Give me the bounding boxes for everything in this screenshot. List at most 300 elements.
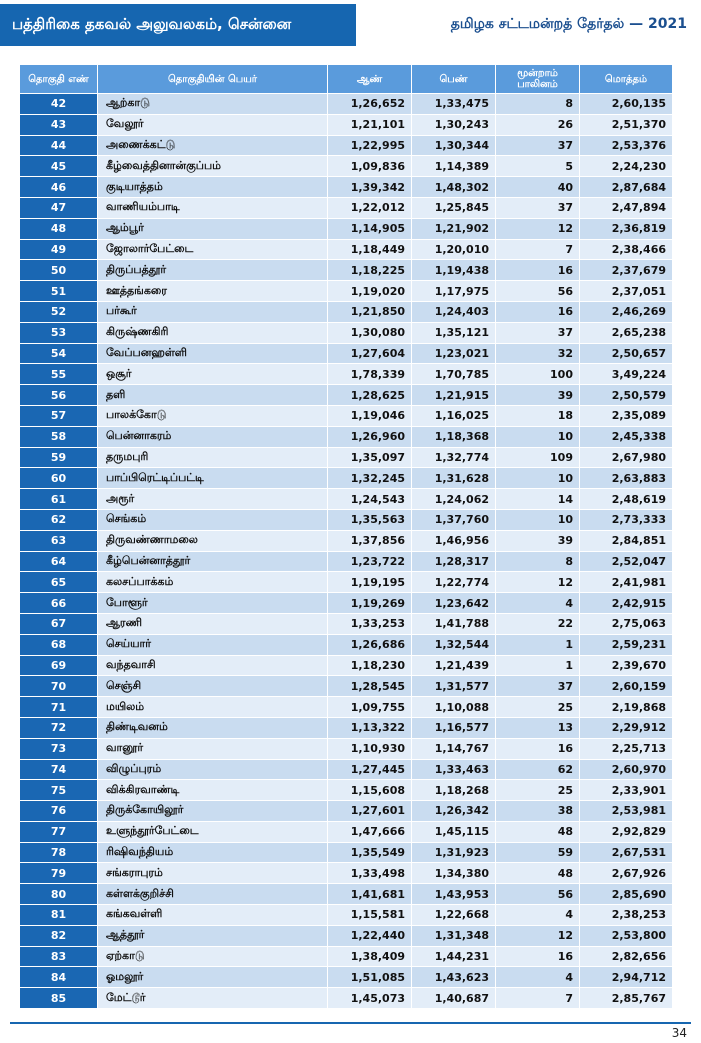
col-header-constituency-no: தொகுதி எண் xyxy=(20,65,98,94)
cell-total: 2,60,159 xyxy=(580,676,673,697)
col-header-total: மொத்தம் xyxy=(580,65,673,94)
table-row xyxy=(20,801,673,822)
cell-constituency-no: 71 xyxy=(20,697,98,718)
cell-constituency-no: 77 xyxy=(20,821,98,842)
cell-constituency-no: 83 xyxy=(20,946,98,967)
cell-total: 2,59,231 xyxy=(580,634,673,655)
cell-third-gender: 56 xyxy=(496,281,580,302)
cell-third-gender: 10 xyxy=(496,426,580,447)
cell-constituency-name: திருப்பத்தூர் xyxy=(98,260,328,281)
cell-female: 1,24,062 xyxy=(412,489,496,510)
table-row xyxy=(20,468,673,489)
cell-total: 2,85,690 xyxy=(580,884,673,905)
cell-constituency-name: தளி xyxy=(98,385,328,406)
cell-constituency-name: அரூர் xyxy=(98,489,328,510)
cell-female: 1,16,025 xyxy=(412,405,496,426)
cell-male: 1,15,608 xyxy=(328,780,412,801)
col-header-female: பெண் xyxy=(412,65,496,94)
cell-constituency-name: ஜோலார்பேட்டை xyxy=(98,239,328,260)
cell-third-gender: 12 xyxy=(496,218,580,239)
cell-female: 1,41,788 xyxy=(412,613,496,634)
cell-female: 1,18,368 xyxy=(412,426,496,447)
table-row xyxy=(20,593,673,614)
cell-constituency-name: பென்னாகரம் xyxy=(98,426,328,447)
cell-total: 2,38,466 xyxy=(580,239,673,260)
table-row xyxy=(20,738,673,759)
cell-constituency-no: 75 xyxy=(20,780,98,801)
cell-female: 1,10,088 xyxy=(412,697,496,718)
cell-female: 1,35,121 xyxy=(412,322,496,343)
cell-female: 1,21,902 xyxy=(412,218,496,239)
cell-female: 1,32,774 xyxy=(412,447,496,468)
cell-third-gender: 8 xyxy=(496,551,580,572)
cell-male: 1,45,073 xyxy=(328,988,412,1009)
cell-constituency-no: 51 xyxy=(20,281,98,302)
cell-female: 1,22,774 xyxy=(412,572,496,593)
cell-constituency-name: கீழ்வைத்தினான்குப்பம் xyxy=(98,156,328,177)
table-row xyxy=(20,509,673,530)
cell-third-gender: 39 xyxy=(496,385,580,406)
cell-male: 1,35,097 xyxy=(328,447,412,468)
cell-total: 2,82,656 xyxy=(580,946,673,967)
cell-total: 2,38,253 xyxy=(580,905,673,926)
cell-female: 1,40,687 xyxy=(412,988,496,1009)
election-title: தமிழக சட்டமன்றத் தேர்தல் — 2021 xyxy=(450,16,687,32)
table-row xyxy=(20,281,673,302)
cell-female: 1,37,760 xyxy=(412,509,496,530)
cell-third-gender: 5 xyxy=(496,156,580,177)
cell-constituency-name: செங்கம் xyxy=(98,509,328,530)
cell-third-gender: 25 xyxy=(496,780,580,801)
cell-third-gender: 37 xyxy=(496,322,580,343)
cell-female: 1,17,975 xyxy=(412,281,496,302)
cell-third-gender: 37 xyxy=(496,197,580,218)
table-row xyxy=(20,239,673,260)
cell-constituency-name: ஒசூர் xyxy=(98,364,328,385)
cell-total: 2,67,980 xyxy=(580,447,673,468)
cell-total: 2,85,767 xyxy=(580,988,673,1009)
table-row xyxy=(20,218,673,239)
table-row xyxy=(20,780,673,801)
table-row xyxy=(20,697,673,718)
cell-total: 2,67,531 xyxy=(580,842,673,863)
cell-constituency-no: 53 xyxy=(20,322,98,343)
cell-female: 1,23,642 xyxy=(412,593,496,614)
cell-constituency-no: 43 xyxy=(20,114,98,135)
table-row xyxy=(20,967,673,988)
cell-female: 1,33,475 xyxy=(412,94,496,115)
cell-constituency-name: வந்தவாசி xyxy=(98,655,328,676)
cell-total: 2,51,370 xyxy=(580,114,673,135)
table-row xyxy=(20,94,673,115)
cell-third-gender: 1 xyxy=(496,655,580,676)
cell-male: 1,18,225 xyxy=(328,260,412,281)
cell-constituency-name: ஆத்தூர் xyxy=(98,925,328,946)
cell-constituency-no: 78 xyxy=(20,842,98,863)
cell-constituency-no: 48 xyxy=(20,218,98,239)
table-row xyxy=(20,197,673,218)
cell-third-gender: 4 xyxy=(496,905,580,926)
header-office-title xyxy=(0,4,356,46)
cell-constituency-no: 76 xyxy=(20,801,98,822)
cell-male: 1,22,995 xyxy=(328,135,412,156)
cell-constituency-name: திருக்கோயிலூர் xyxy=(98,801,328,822)
cell-male: 1,27,604 xyxy=(328,343,412,364)
cell-female: 1,19,438 xyxy=(412,260,496,281)
cell-total: 2,60,135 xyxy=(580,94,673,115)
table-row xyxy=(20,613,673,634)
col-header-third-gender: மூன்றாம் பாலினம் xyxy=(496,65,580,94)
table-row xyxy=(20,135,673,156)
cell-constituency-name: ஓமலூர் xyxy=(98,967,328,988)
cell-third-gender: 16 xyxy=(496,946,580,967)
cell-constituency-name: குடியாத்தம் xyxy=(98,177,328,198)
cell-total: 2,29,912 xyxy=(580,717,673,738)
table-row xyxy=(20,322,673,343)
table-row xyxy=(20,489,673,510)
cell-constituency-no: 55 xyxy=(20,364,98,385)
cell-male: 1,19,020 xyxy=(328,281,412,302)
cell-third-gender: 37 xyxy=(496,676,580,697)
cell-third-gender: 10 xyxy=(496,509,580,530)
cell-constituency-name: கங்கவள்ளி xyxy=(98,905,328,926)
table-row xyxy=(20,530,673,551)
cell-female: 1,34,380 xyxy=(412,863,496,884)
cell-female: 1,45,115 xyxy=(412,821,496,842)
col-header-constituency-name: தொகுதியின் பெயர் xyxy=(98,65,328,94)
cell-constituency-no: 61 xyxy=(20,489,98,510)
cell-constituency-name: சங்கராபுரம் xyxy=(98,863,328,884)
cell-constituency-name: போளூர் xyxy=(98,593,328,614)
cell-constituency-no: 60 xyxy=(20,468,98,489)
cell-total: 2,24,230 xyxy=(580,156,673,177)
cell-total: 2,35,089 xyxy=(580,405,673,426)
cell-total: 2,48,619 xyxy=(580,489,673,510)
cell-female: 1,23,021 xyxy=(412,343,496,364)
cell-constituency-no: 84 xyxy=(20,967,98,988)
cell-female: 1,21,915 xyxy=(412,385,496,406)
cell-constituency-no: 44 xyxy=(20,135,98,156)
cell-total: 2,47,894 xyxy=(580,197,673,218)
cell-constituency-name: விக்கிரவாண்டி xyxy=(98,780,328,801)
cell-constituency-no: 59 xyxy=(20,447,98,468)
cell-male: 1,33,253 xyxy=(328,613,412,634)
cell-constituency-name: ஆற்காடு xyxy=(98,94,328,115)
cell-total: 2,45,338 xyxy=(580,426,673,447)
cell-constituency-name: வானூர் xyxy=(98,738,328,759)
cell-female: 1,43,623 xyxy=(412,967,496,988)
cell-male: 1,09,836 xyxy=(328,156,412,177)
table-header-row xyxy=(20,65,673,94)
cell-constituency-name: செஞ்சி xyxy=(98,676,328,697)
cell-third-gender: 18 xyxy=(496,405,580,426)
table-row xyxy=(20,988,673,1009)
cell-male: 1,22,012 xyxy=(328,197,412,218)
cell-third-gender: 39 xyxy=(496,530,580,551)
cell-third-gender: 14 xyxy=(496,489,580,510)
cell-constituency-no: 81 xyxy=(20,905,98,926)
cell-total: 2,36,819 xyxy=(580,218,673,239)
cell-female: 1,18,268 xyxy=(412,780,496,801)
cell-female: 1,31,577 xyxy=(412,676,496,697)
cell-male: 1,30,080 xyxy=(328,322,412,343)
cell-total: 2,41,981 xyxy=(580,572,673,593)
cell-male: 1,13,322 xyxy=(328,717,412,738)
cell-total: 2,94,712 xyxy=(580,967,673,988)
cell-third-gender: 13 xyxy=(496,717,580,738)
cell-third-gender: 1 xyxy=(496,634,580,655)
cell-male: 1,35,563 xyxy=(328,509,412,530)
cell-constituency-name: செய்யார் xyxy=(98,634,328,655)
cell-female: 1,44,231 xyxy=(412,946,496,967)
cell-male: 1,24,543 xyxy=(328,489,412,510)
cell-constituency-name: விழுப்புரம் xyxy=(98,759,328,780)
voter-table xyxy=(19,64,673,1009)
cell-third-gender: 16 xyxy=(496,738,580,759)
cell-constituency-name: வாணியம்பாடி xyxy=(98,197,328,218)
cell-male: 1,39,342 xyxy=(328,177,412,198)
cell-total: 2,67,926 xyxy=(580,863,673,884)
cell-total: 2,65,238 xyxy=(580,322,673,343)
cell-constituency-no: 85 xyxy=(20,988,98,1009)
cell-male: 1,28,625 xyxy=(328,385,412,406)
cell-female: 1,24,403 xyxy=(412,301,496,322)
cell-constituency-no: 56 xyxy=(20,385,98,406)
table-row xyxy=(20,447,673,468)
cell-female: 1,26,342 xyxy=(412,801,496,822)
cell-total: 2,84,851 xyxy=(580,530,673,551)
cell-third-gender: 8 xyxy=(496,94,580,115)
cell-female: 1,20,010 xyxy=(412,239,496,260)
cell-constituency-name: கலசப்பாக்கம் xyxy=(98,572,328,593)
cell-constituency-name: தருமபுரி xyxy=(98,447,328,468)
cell-constituency-no: 66 xyxy=(20,593,98,614)
cell-male: 1,51,085 xyxy=(328,967,412,988)
cell-male: 1,27,601 xyxy=(328,801,412,822)
cell-female: 1,33,463 xyxy=(412,759,496,780)
cell-constituency-name: பாப்பிரெட்டிப்பட்டி xyxy=(98,468,328,489)
cell-constituency-name: உளுந்தூர்பேட்டை xyxy=(98,821,328,842)
cell-constituency-name: திண்டிவனம் xyxy=(98,717,328,738)
cell-male: 1,47,666 xyxy=(328,821,412,842)
cell-total: 2,75,063 xyxy=(580,613,673,634)
cell-third-gender: 4 xyxy=(496,593,580,614)
cell-constituency-no: 65 xyxy=(20,572,98,593)
voter-table-container xyxy=(19,64,672,1009)
table-row xyxy=(20,385,673,406)
cell-female: 1,30,344 xyxy=(412,135,496,156)
cell-total: 2,87,684 xyxy=(580,177,673,198)
cell-female: 1,28,317 xyxy=(412,551,496,572)
cell-constituency-name: கள்ளக்குறிச்சி xyxy=(98,884,328,905)
cell-constituency-no: 62 xyxy=(20,509,98,530)
cell-constituency-name: ஏற்காடு xyxy=(98,946,328,967)
cell-constituency-no: 57 xyxy=(20,405,98,426)
cell-total: 2,53,981 xyxy=(580,801,673,822)
cell-total: 2,50,657 xyxy=(580,343,673,364)
cell-total: 2,37,051 xyxy=(580,281,673,302)
cell-male: 1,33,498 xyxy=(328,863,412,884)
cell-male: 1,10,930 xyxy=(328,738,412,759)
table-row xyxy=(20,655,673,676)
cell-third-gender: 12 xyxy=(496,925,580,946)
cell-constituency-name: பாலக்கோடு xyxy=(98,405,328,426)
table-row xyxy=(20,156,673,177)
cell-female: 1,48,302 xyxy=(412,177,496,198)
table-row xyxy=(20,405,673,426)
cell-constituency-no: 70 xyxy=(20,676,98,697)
table-row xyxy=(20,572,673,593)
cell-male: 1,78,339 xyxy=(328,364,412,385)
cell-constituency-name: வேப்பனஹள்ளி xyxy=(98,343,328,364)
cell-constituency-no: 67 xyxy=(20,613,98,634)
cell-third-gender: 7 xyxy=(496,239,580,260)
cell-constituency-no: 52 xyxy=(20,301,98,322)
cell-constituency-name: ஊத்தங்கரை xyxy=(98,281,328,302)
table-row xyxy=(20,863,673,884)
cell-total: 2,53,800 xyxy=(580,925,673,946)
cell-third-gender: 109 xyxy=(496,447,580,468)
cell-male: 1,21,101 xyxy=(328,114,412,135)
cell-male: 1,26,960 xyxy=(328,426,412,447)
cell-constituency-no: 64 xyxy=(20,551,98,572)
cell-constituency-name: வேலூர் xyxy=(98,114,328,135)
cell-female: 1,14,767 xyxy=(412,738,496,759)
cell-third-gender: 32 xyxy=(496,343,580,364)
cell-total: 2,25,713 xyxy=(580,738,673,759)
cell-male: 1,09,755 xyxy=(328,697,412,718)
cell-male: 1,21,850 xyxy=(328,301,412,322)
table-row xyxy=(20,946,673,967)
cell-female: 1,31,348 xyxy=(412,925,496,946)
cell-constituency-no: 72 xyxy=(20,717,98,738)
cell-male: 1,19,195 xyxy=(328,572,412,593)
table-row xyxy=(20,177,673,198)
cell-total: 2,37,679 xyxy=(580,260,673,281)
cell-total: 3,49,224 xyxy=(580,364,673,385)
table-row xyxy=(20,260,673,281)
cell-constituency-no: 82 xyxy=(20,925,98,946)
col-header-male: ஆண் xyxy=(328,65,412,94)
cell-third-gender: 40 xyxy=(496,177,580,198)
table-row xyxy=(20,114,673,135)
table-row xyxy=(20,759,673,780)
table-row xyxy=(20,676,673,697)
cell-female: 1,21,439 xyxy=(412,655,496,676)
cell-constituency-no: 46 xyxy=(20,177,98,198)
cell-female: 1,22,668 xyxy=(412,905,496,926)
cell-third-gender: 26 xyxy=(496,114,580,135)
table-row xyxy=(20,905,673,926)
cell-female: 1,25,845 xyxy=(412,197,496,218)
cell-third-gender: 22 xyxy=(496,613,580,634)
cell-third-gender: 59 xyxy=(496,842,580,863)
cell-constituency-name: ரிஷிவந்தியம் xyxy=(98,842,328,863)
cell-male: 1,26,686 xyxy=(328,634,412,655)
cell-male: 1,35,549 xyxy=(328,842,412,863)
cell-third-gender: 48 xyxy=(496,821,580,842)
cell-third-gender: 16 xyxy=(496,260,580,281)
cell-constituency-no: 74 xyxy=(20,759,98,780)
cell-constituency-name: ஆரணி xyxy=(98,613,328,634)
footer-divider xyxy=(10,1022,691,1024)
cell-total: 2,46,269 xyxy=(580,301,673,322)
cell-total: 2,63,883 xyxy=(580,468,673,489)
table-row xyxy=(20,426,673,447)
table-row xyxy=(20,821,673,842)
cell-male: 1,18,230 xyxy=(328,655,412,676)
table-row xyxy=(20,717,673,738)
cell-constituency-no: 47 xyxy=(20,197,98,218)
office-title-text: பத்திரிகை தகவல் அலுவலகம், சென்னை xyxy=(12,15,292,33)
cell-total: 2,50,579 xyxy=(580,385,673,406)
cell-male: 1,32,245 xyxy=(328,468,412,489)
cell-constituency-no: 58 xyxy=(20,426,98,447)
cell-constituency-no: 50 xyxy=(20,260,98,281)
cell-male: 1,37,856 xyxy=(328,530,412,551)
cell-male: 1,26,652 xyxy=(328,94,412,115)
table-row xyxy=(20,634,673,655)
cell-male: 1,15,581 xyxy=(328,905,412,926)
cell-female: 1,43,953 xyxy=(412,884,496,905)
cell-total: 2,73,333 xyxy=(580,509,673,530)
table-row xyxy=(20,364,673,385)
table-row xyxy=(20,884,673,905)
cell-female: 1,31,628 xyxy=(412,468,496,489)
cell-total: 2,42,915 xyxy=(580,593,673,614)
table-row xyxy=(20,842,673,863)
cell-female: 1,32,544 xyxy=(412,634,496,655)
cell-male: 1,28,545 xyxy=(328,676,412,697)
cell-constituency-name: ஆம்பூர் xyxy=(98,218,328,239)
cell-constituency-name: திருவண்ணாமலை xyxy=(98,530,328,551)
cell-total: 2,60,970 xyxy=(580,759,673,780)
cell-female: 1,46,956 xyxy=(412,530,496,551)
cell-male: 1,22,440 xyxy=(328,925,412,946)
cell-male: 1,19,046 xyxy=(328,405,412,426)
cell-third-gender: 12 xyxy=(496,572,580,593)
cell-constituency-no: 63 xyxy=(20,530,98,551)
cell-constituency-no: 73 xyxy=(20,738,98,759)
table-row xyxy=(20,301,673,322)
cell-constituency-name: கிருஷ்ணகிரி xyxy=(98,322,328,343)
cell-third-gender: 62 xyxy=(496,759,580,780)
cell-total: 2,52,047 xyxy=(580,551,673,572)
cell-third-gender: 25 xyxy=(496,697,580,718)
cell-constituency-no: 68 xyxy=(20,634,98,655)
cell-constituency-name: பர்கூர் xyxy=(98,301,328,322)
cell-female: 1,16,577 xyxy=(412,717,496,738)
cell-constituency-no: 79 xyxy=(20,863,98,884)
cell-male: 1,41,681 xyxy=(328,884,412,905)
cell-constituency-no: 69 xyxy=(20,655,98,676)
cell-male: 1,19,269 xyxy=(328,593,412,614)
cell-constituency-no: 42 xyxy=(20,94,98,115)
cell-female: 1,31,923 xyxy=(412,842,496,863)
cell-constituency-no: 49 xyxy=(20,239,98,260)
cell-third-gender: 38 xyxy=(496,801,580,822)
table-row xyxy=(20,551,673,572)
cell-third-gender: 48 xyxy=(496,863,580,884)
cell-female: 1,30,243 xyxy=(412,114,496,135)
page-number: 34 xyxy=(671,1026,687,1040)
cell-total: 2,33,901 xyxy=(580,780,673,801)
cell-third-gender: 7 xyxy=(496,988,580,1009)
cell-third-gender: 10 xyxy=(496,468,580,489)
cell-male: 1,23,722 xyxy=(328,551,412,572)
cell-female: 1,70,785 xyxy=(412,364,496,385)
cell-constituency-name: மயிலம் xyxy=(98,697,328,718)
